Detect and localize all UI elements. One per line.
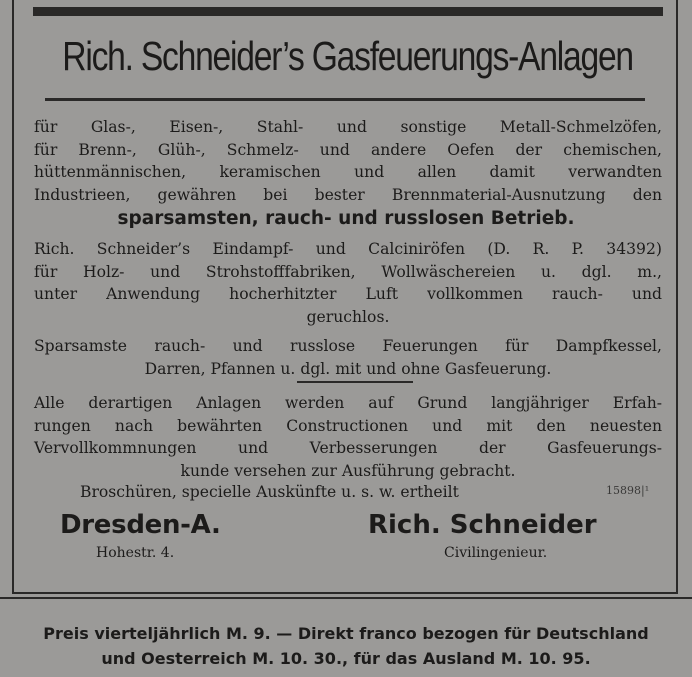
text-line: Industrieen, gewähren bei bester Brennmaterial-Ausnutzung den (34, 185, 662, 204)
text-line: Sparsamste rauch- und russlose Feuerungen für Dampfkessel, (34, 337, 662, 355)
headline-operation: sparsamsten, rauch- und russlosen Betrieb. (117, 208, 575, 229)
text-line: Vervollkommnungen und Verbesserungen der Gasfeuerungs- (34, 439, 662, 457)
text-line: Rich. Schneider’s Eindampf- und Calciniröfen (D. R. P. 34392) (34, 240, 662, 258)
text-line: Darren, Pfannen u. dgl. mit und ohne Gasfeuerung. (144, 359, 552, 378)
street-address: Hohestr. 4. (96, 545, 175, 561)
title-rule (45, 98, 645, 101)
text-line: für Holz- und Strohstofffabriken, Wollwäschereien u. dgl. m., (34, 262, 662, 281)
text-line: kunde versehen zur Ausführung gebracht. (180, 461, 516, 480)
brochure-note: Broschüren, specielle Auskünfte u. s. w. ertheilt (80, 483, 459, 501)
city-name: Dresden-A. (60, 510, 221, 540)
separator-rule (297, 381, 413, 383)
text-line: Alle derartigen Anlagen werden auf Grund langjähriger Erfah- (34, 394, 662, 412)
paragraph-installations (34, 392, 662, 482)
paragraph-evaporators (34, 238, 662, 328)
bottom-rule (0, 597, 692, 599)
reference-number: 15898|¹ (606, 484, 650, 497)
text-line: rungen nach bewährten Constructionen und mit den neuesten (34, 416, 662, 435)
price-line: und Oesterreich M. 10. 30., für das Ausland M. 10. 95. (101, 649, 591, 668)
subscription-price (0, 621, 692, 671)
paragraph-furnaces (34, 116, 662, 206)
price-line: Preis vierteljährlich M. 9. — Direkt franco bezogen für Deutschland (43, 624, 649, 643)
text-line: für Brenn-, Glüh-, Schmelz- und andere Oefen der chemischen, (34, 140, 662, 159)
paragraph-boilers (34, 335, 662, 380)
advertiser-name: Rich. Schneider (368, 510, 597, 540)
text-line: für Glas-, Eisen-, Stahl- und sonstige Metall-Schmelzöfen, (34, 118, 662, 136)
text-line: geruchlos. (306, 307, 390, 326)
text-line: hüttenmännischen, keramischen und allen damit verwandten (34, 163, 662, 181)
text-line: unter Anwendung hocherhitzter Luft vollkommen rauch- und (34, 285, 662, 303)
advertiser-profession: Civilingenieur. (444, 545, 548, 561)
ad-title: Rich. Schneider’s Gasfeuerungs-Anlagen (62, 33, 633, 79)
top-rule (33, 7, 663, 16)
